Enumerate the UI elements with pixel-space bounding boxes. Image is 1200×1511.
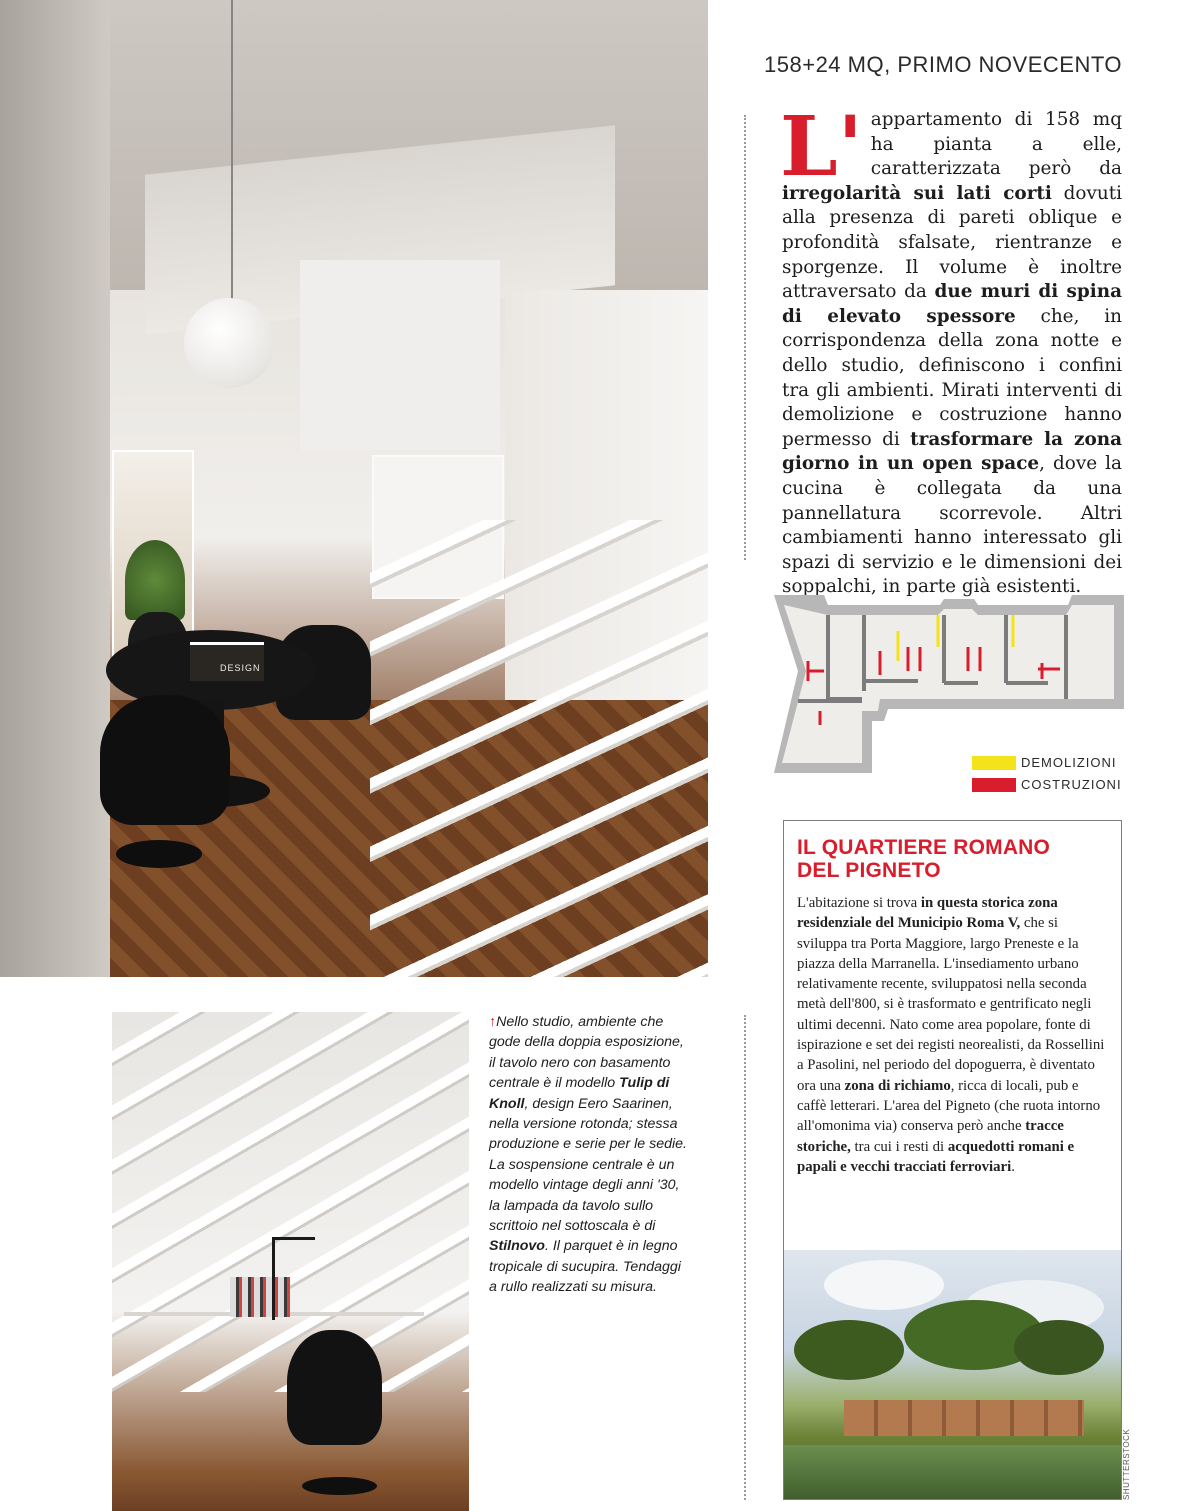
column-separator — [744, 115, 746, 560]
drop-cap: L' — [780, 99, 863, 195]
page-header-title: 158+24 MQ, PRIMO NOVECENTO — [764, 52, 1122, 77]
arrow-up-icon: ↑ — [489, 1014, 497, 1030]
floor-plan — [768, 591, 1124, 775]
legend-demolizioni-swatch — [972, 756, 1016, 770]
legend-costruzioni-swatch — [972, 778, 1016, 792]
pendant-lamp — [184, 298, 274, 388]
sidebar-text: L'abitazione si trova in questa storica zona residenziale del Municipio Roma V, che si sviluppa tra Porta Maggiore, largo Preneste e la piazza della Marranella. L'insediamento urbano relativamente recente, sviluppatosi nella seconda metà dell'800, si è trasformato e gentrificato negli ultimi decenni. Nato come area popolare, fonte di ispirazione e set dei registi neorealisti, da Rossellini a Pasolini, nel periodo del dopoguerra, è diventato ora una zona di richiamo, ricca di locali, pub e caffè letterari. L'area del Pigneto (che ruota intorno all'omonima via) conserva però anche tracce storiche, tra cui i resti di acquedotti romani e papali e vecchi tracciati ferroviari. — [797, 895, 1105, 1175]
pigneto-photo — [784, 1250, 1121, 1499]
photo-credit: SHUTTERSTOCK — [1122, 1428, 1131, 1500]
design-book-label: DESIGN — [220, 663, 261, 673]
column-separator — [744, 1015, 746, 1500]
study-photo — [112, 1012, 469, 1511]
main-photo — [0, 0, 708, 977]
main-article — [780, 99, 1123, 600]
article-text: appartamento di 158 mq ha pianta a elle, caratterizzata però da irregolarità sui lati corti dovuti alla presenza di pareti oblique e profondità sfalsate, rientranze e sporgenze. Il volume è inoltre attraversato da due muri di spina di elevato spessore che, in corrispondenza della zona notte e dello studio, definiscono i confini tra gli ambienti. Mirati interventi di demolizione e costruzione hanno permesso di trasformare la zona giorno in un open space, dove la cucina è collegata da una pannellatura scorrevole. Altri cambiamenti hanno interessato gli spazi di servizio e le dimensioni dei soppalchi, in parte già esistenti. — [782, 109, 1123, 598]
legend-demolizioni-label: DEMOLIZIONI — [1021, 755, 1117, 770]
legend-costruzioni-label: COSTRUZIONI — [1021, 777, 1122, 792]
photo-caption: ↑Nello studio, ambiente che gode della doppia esposizione, il tavolo nero con basamento centrale è il modello Tulip di Knoll, design Eero Saarinen, nella versione rotonda; stessa produzione e serie per le sedie. La sospensione centrale è un modello vintage degli anni '30, la lampada da tavolo sullo scrittoio nel sottoscala è di Stilnovo. Il parquet è in legno tropicale di sucupira. Tendaggi a rullo realizzati su misura. — [489, 1014, 687, 1296]
sidebar-title: IL QUARTIERE ROMANO DEL PIGNETO — [797, 836, 1051, 882]
